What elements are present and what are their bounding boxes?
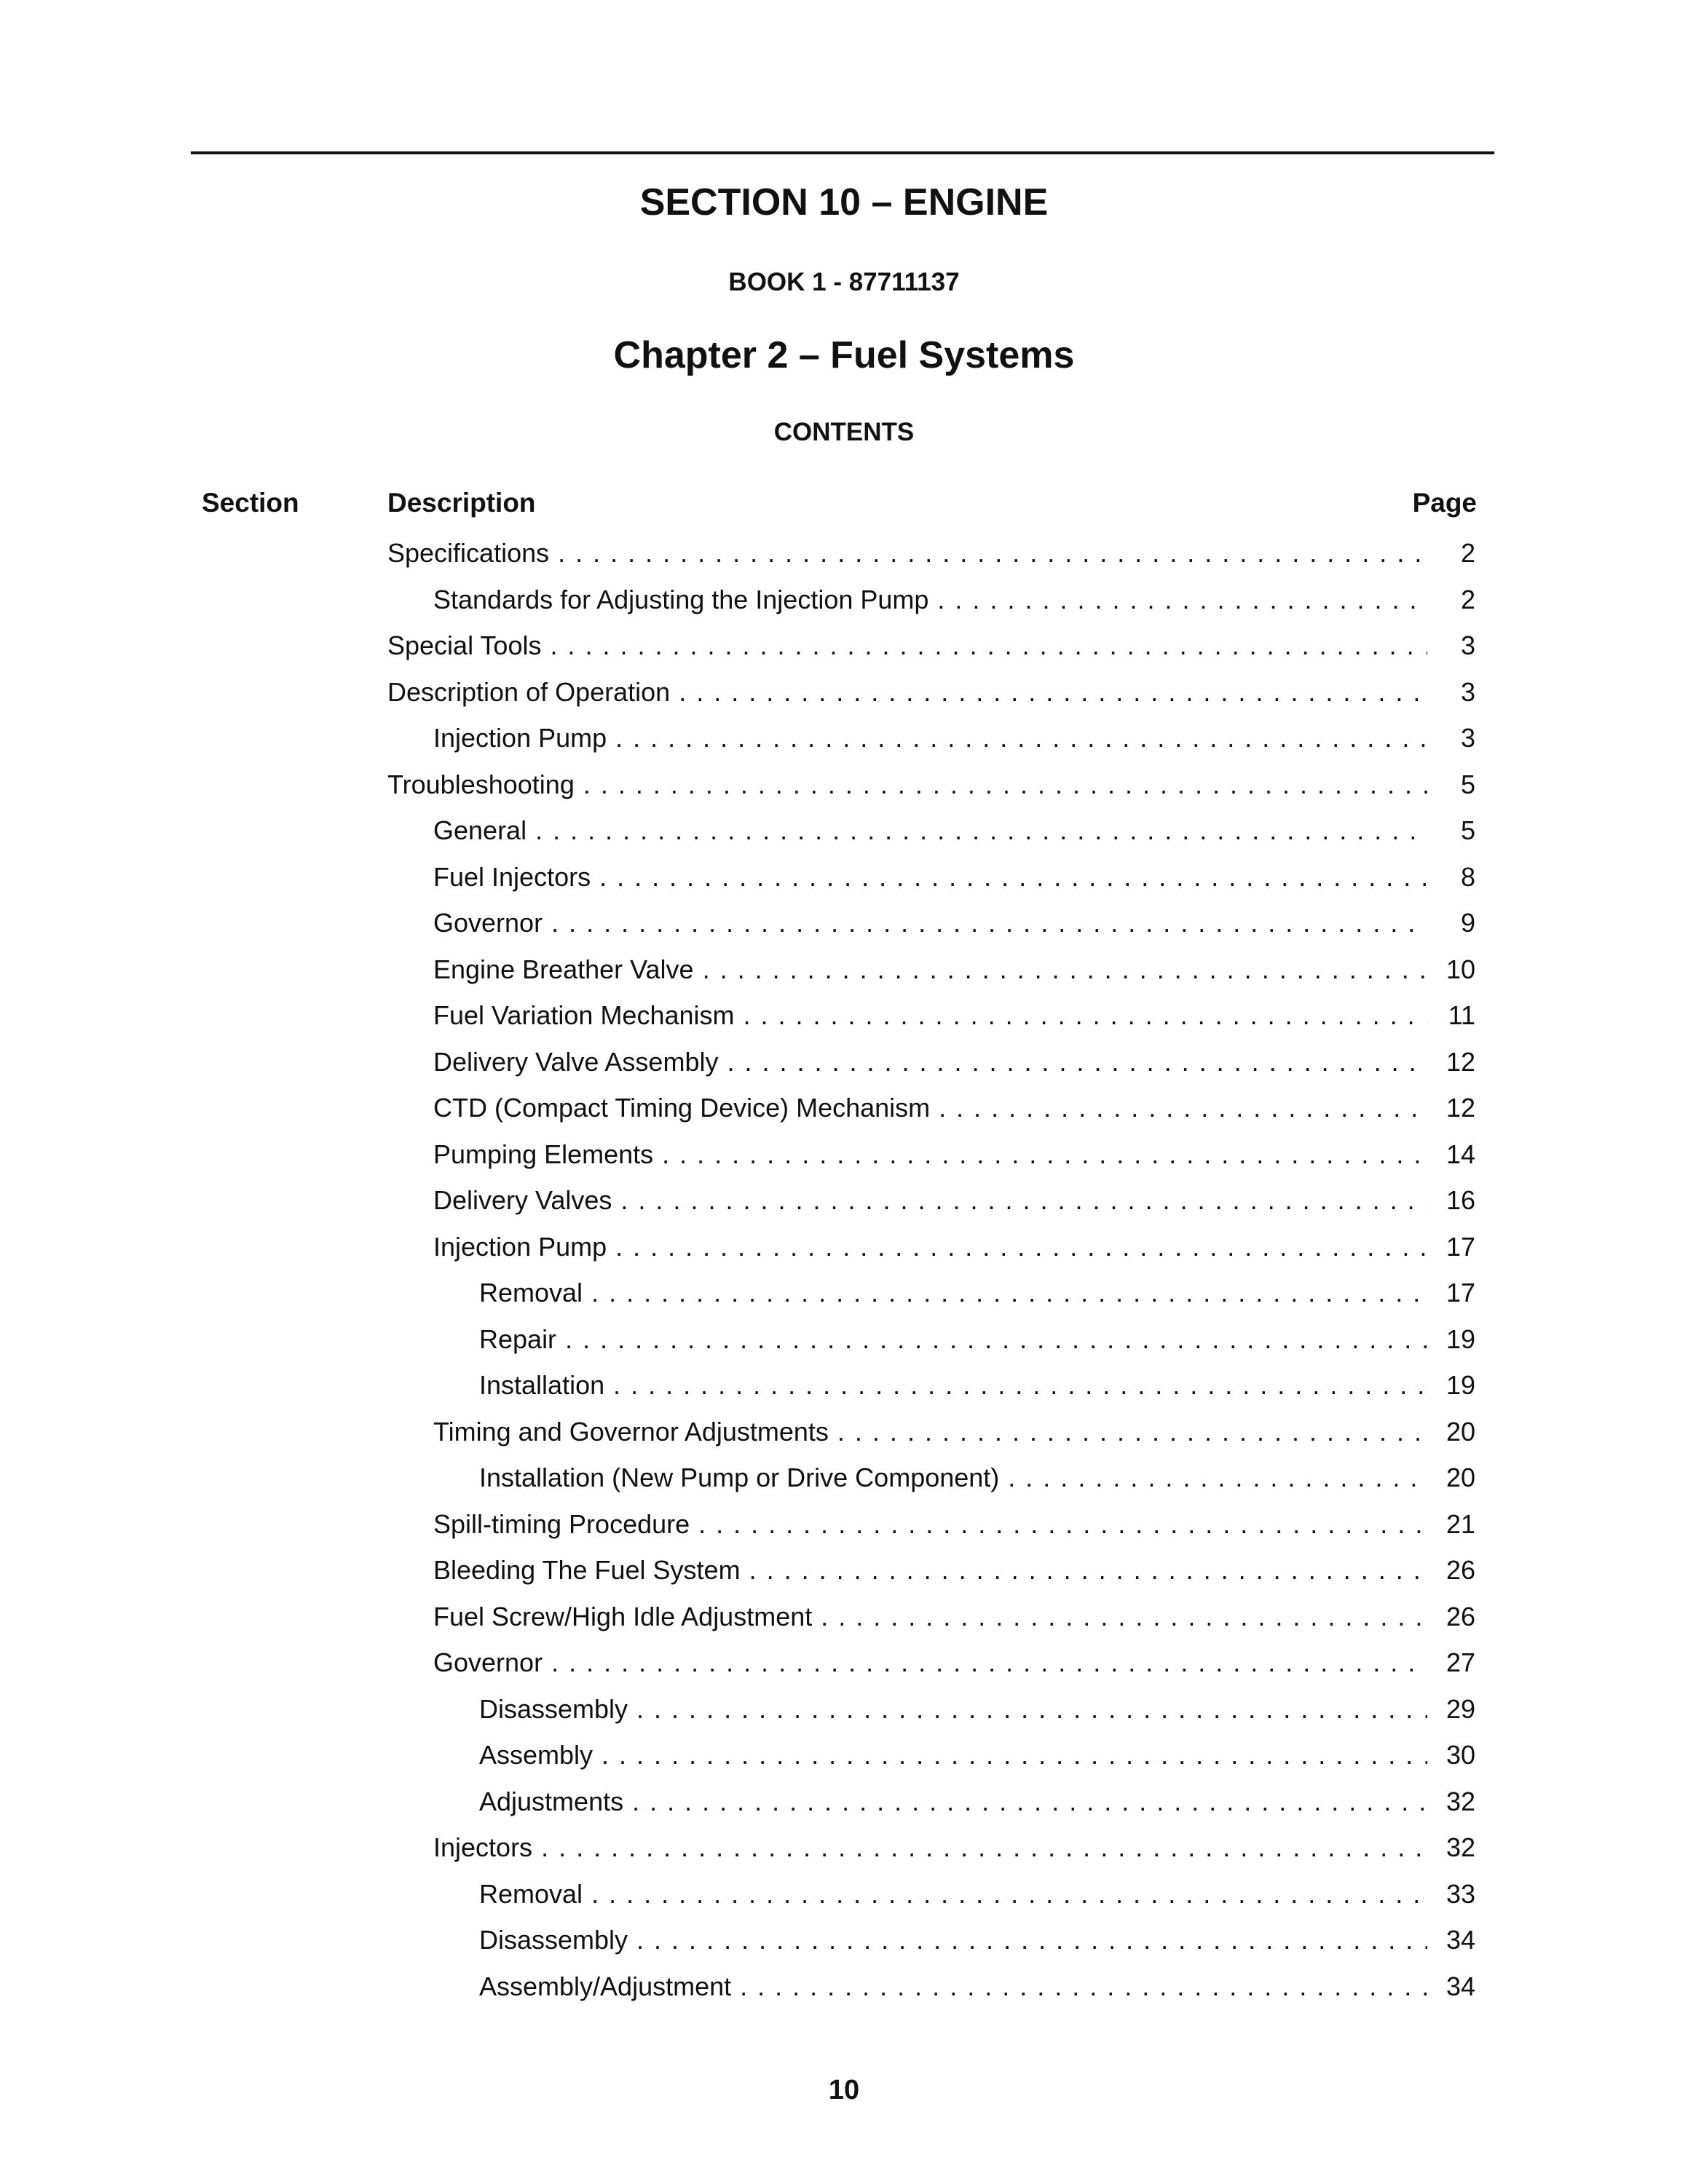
toc-entry (0, 1270, 1688, 1316)
toc-entry-title: Specifications . . . (387, 530, 1427, 577)
toc-entry-title: Installation (New Pump or Drive Component) . . . (479, 1455, 1427, 1501)
toc-entry-title: Injectors . . . (433, 1824, 1427, 1871)
toc-entry-page: 20 (1429, 1455, 1475, 1501)
top-rule (191, 151, 1494, 154)
column-header-description: Description (387, 488, 536, 518)
toc-entry-title: Installation . . . (479, 1362, 1427, 1409)
chapter-title: Chapter 2 – Fuel Systems (613, 334, 1075, 376)
toc-entry-page: 2 (1429, 577, 1475, 623)
table-of-contents (0, 530, 1688, 2009)
toc-entry-page: 5 (1429, 761, 1475, 808)
toc-entry-page: 26 (1429, 1547, 1475, 1594)
toc-entry (0, 1316, 1688, 1363)
column-header-section: Section (202, 488, 299, 518)
toc-entry-page: 14 (1429, 1131, 1475, 1178)
toc-entry-title: Governor . . . (433, 1639, 1427, 1686)
toc-entry (0, 1224, 1688, 1270)
toc-entry-page: 29 (1429, 1686, 1475, 1733)
toc-entry-title: Assembly/Adjustment . . . (479, 1963, 1427, 2010)
toc-entry-page: 33 (1429, 1871, 1475, 1918)
toc-entry (0, 992, 1688, 1039)
toc-entry-title: Disassembly . . . (479, 1686, 1427, 1733)
toc-entry-page: 12 (1429, 1039, 1475, 1085)
toc-entry-title: Injection Pump . . . (433, 715, 1427, 761)
toc-entry (0, 1547, 1688, 1594)
toc-entry-title: Troubleshooting . . . (387, 761, 1427, 808)
toc-entry (0, 1686, 1688, 1733)
toc-entry-page: 12 (1429, 1085, 1475, 1131)
toc-entry (0, 1131, 1688, 1178)
toc-entry-title: Pumping Elements . . . (433, 1131, 1427, 1178)
toc-entry (0, 1732, 1688, 1779)
toc-entry (0, 807, 1688, 854)
toc-entry-title: Delivery Valve Assembly . . . (433, 1039, 1427, 1085)
toc-entry-title: Delivery Valves . . . (433, 1177, 1427, 1224)
toc-entry-page: 27 (1429, 1639, 1475, 1686)
toc-entry-title: Assembly . . . (479, 1732, 1427, 1779)
toc-entry (0, 622, 1688, 669)
toc-entry-page: 17 (1429, 1224, 1475, 1270)
toc-entry-page: 11 (1429, 992, 1475, 1039)
toc-entry-title: Adjustments . . . (479, 1779, 1427, 1825)
toc-entry-title: Fuel Injectors . . . (433, 854, 1427, 901)
toc-entry-page: 10 (1429, 946, 1475, 993)
toc-entry-title: Bleeding The Fuel System . . . (433, 1547, 1427, 1594)
toc-entry-page: 3 (1429, 669, 1475, 716)
toc-entry (0, 1039, 1688, 1085)
toc-entry-title: Removal . . . (479, 1871, 1427, 1918)
toc-entry-title: Fuel Variation Mechanism . . . (433, 992, 1427, 1039)
toc-entry-page: 26 (1429, 1594, 1475, 1640)
toc-entry (0, 1177, 1688, 1224)
page-number: 10 (828, 2075, 860, 2105)
toc-entry-page: 8 (1429, 854, 1475, 901)
toc-entry-page: 16 (1429, 1177, 1475, 1224)
toc-entry-page: 20 (1429, 1409, 1475, 1455)
toc-entry-title: Spill-timing Procedure . . . (433, 1501, 1427, 1548)
toc-entry-page: 30 (1429, 1732, 1475, 1779)
toc-entry (0, 1639, 1688, 1686)
toc-entry-title: General . . . (433, 807, 1427, 854)
toc-entry-page: 3 (1429, 715, 1475, 761)
toc-entry (0, 1963, 1688, 2010)
toc-entry-page: 17 (1429, 1270, 1475, 1316)
toc-entry-title: Special Tools . . . (387, 622, 1427, 669)
toc-entry-page: 34 (1429, 1963, 1475, 2010)
toc-entry-title: Disassembly . . . (479, 1917, 1427, 1963)
toc-entry (0, 1362, 1688, 1409)
toc-entry (0, 854, 1688, 901)
toc-entry (0, 669, 1688, 716)
toc-entry-page: 2 (1429, 530, 1475, 577)
toc-entry-page: 19 (1429, 1362, 1475, 1409)
toc-entry-title: Engine Breather Valve . . . (433, 946, 1427, 993)
toc-entry (0, 1455, 1688, 1501)
toc-entry-title: CTD (Compact Timing Device) Mechanism . . . (433, 1085, 1427, 1131)
toc-entry-page: 21 (1429, 1501, 1475, 1548)
toc-entry (0, 1871, 1688, 1918)
toc-entry-page: 5 (1429, 807, 1475, 854)
toc-entry (0, 761, 1688, 808)
toc-entry-page: 34 (1429, 1917, 1475, 1963)
toc-entry (0, 900, 1688, 946)
toc-entry-title: Timing and Governor Adjustments . . . (433, 1409, 1427, 1455)
toc-entry (0, 1917, 1688, 1963)
toc-entry-page: 19 (1429, 1316, 1475, 1363)
toc-entry-title: Removal . . . (479, 1270, 1427, 1316)
toc-entry (0, 1824, 1688, 1871)
toc-entry (0, 1085, 1688, 1131)
toc-entry (0, 1594, 1688, 1640)
toc-entry (0, 1501, 1688, 1548)
toc-entry-title: Governor . . . (433, 900, 1427, 946)
toc-entry (0, 946, 1688, 993)
toc-entry-title: Repair . . . (479, 1316, 1427, 1363)
book-number: BOOK 1 - 87711137 (728, 268, 960, 296)
column-header-page: Page (1412, 488, 1477, 518)
toc-entry (0, 530, 1688, 577)
toc-entry-title: Fuel Screw/High Idle Adjustment . . . (433, 1594, 1427, 1640)
toc-entry (0, 715, 1688, 761)
toc-entry-page: 3 (1429, 622, 1475, 669)
section-title: SECTION 10 – ENGINE (639, 181, 1049, 223)
toc-entry-title: Injection Pump . . . (433, 1224, 1427, 1270)
contents-heading: CONTENTS (773, 418, 915, 446)
toc-entry (0, 577, 1688, 623)
toc-entry-title: Standards for Adjusting the Injection Pump . . . (433, 577, 1427, 623)
toc-entry-page: 9 (1429, 900, 1475, 946)
toc-entry-page: 32 (1429, 1824, 1475, 1871)
toc-entry (0, 1409, 1688, 1455)
toc-entry-page: 32 (1429, 1779, 1475, 1825)
toc-entry-title: Description of Operation . . . (387, 669, 1427, 716)
toc-entry (0, 1779, 1688, 1825)
